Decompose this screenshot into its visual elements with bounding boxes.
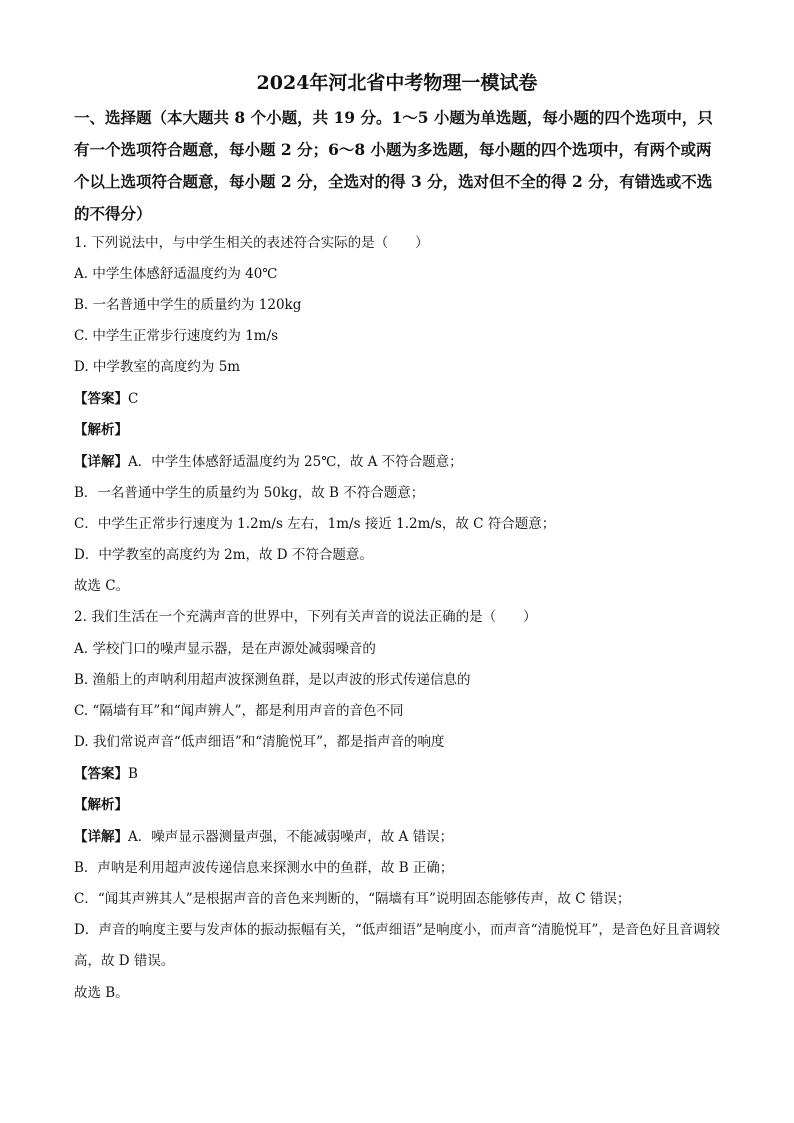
detail-tag: 【详解】 xyxy=(74,829,128,845)
question-2-stem: 2. 我们生活在一个充满声音的世界中，下列有关声音的说法正确的是（ ） xyxy=(74,609,537,625)
question-2-option-b: B. 渔船上的声呐利用超声波探测鱼群，是以声波的形式传递信息的 xyxy=(74,672,471,688)
answer-tag: 【答案】 xyxy=(74,391,128,407)
question-2-detail-b: B．声呐是利用超声波传递信息来探测水中的鱼群，故 B 正确； xyxy=(74,860,454,876)
question-1-analysis-tag: 【解析】 xyxy=(74,422,128,438)
question-2-option-a: A. 学校门口的噪声显示器，是在声源处减弱噪音的 xyxy=(74,641,376,657)
question-1-option-c: C. 中学生正常步行速度约为 1m/s xyxy=(74,328,279,344)
question-1-detail-a xyxy=(74,452,724,472)
question-2-analysis-tag: 【解析】 xyxy=(74,797,128,813)
question-2-conclusion: 故选 B。 xyxy=(74,985,129,1001)
question-1-option-a: A. 中学生体感舒适温度约为 40℃ xyxy=(74,266,278,282)
question-2-answer xyxy=(74,764,724,784)
question-2-option-d: D. 我们常说声音“低声细语”和“清脆悦耳”，都是指声音的响度 xyxy=(74,734,445,750)
answer-value: B xyxy=(128,766,138,782)
question-2-detail-d: D．声音的响度主要与发声体的振动振幅有关，“低声细语”是响度小，而声音“清脆悦耳”，是音色好且音调较高，故 D 错误。 xyxy=(74,922,720,969)
detail-text: A．噪声显示器测量声强，不能减弱噪声，故 A 错误； xyxy=(128,829,454,845)
question-2-option-c: C. “隔墙有耳”和“闻声辨人”，都是利用声音的音色不同 xyxy=(74,703,404,719)
answer-value: C xyxy=(128,391,139,407)
question-1-answer xyxy=(74,389,724,409)
question-1-conclusion: 故选 C。 xyxy=(74,578,130,594)
question-2-detail-c: C．“闻其声辨其人”是根据声音的音色来判断的，“隔墙有耳”说明固态能够传声，故 C 错误； xyxy=(74,891,631,907)
question-1-detail-d: D．中学教室的高度约为 2m，故 D 不符合题意。 xyxy=(74,547,373,563)
question-1-stem: 1. 下列说法中，与中学生相关的表述符合实际的是（ ） xyxy=(74,235,429,251)
section-heading: 一、选择题（本大题共 8 个小题，共 19 分。1～5 小题为单选题，每小题的四个选项中，只有一个选项符合题意，每小题 2 分；6～8 小题为多选题，每小题的四个选项中，有两个或两个以上选项符合题意，每小题 2 分，全选对的得 3 分，选对但不全的得 2 分，有错选或不选的不得分） xyxy=(74,108,713,223)
page-title: 2024年河北省中考物理一模试卷 xyxy=(256,72,538,94)
detail-text: A．中学生体感舒适温度约为 25℃，故 A 不符合题意； xyxy=(128,454,463,470)
question-1-option-b: B. 一名普通中学生的质量约为 120kg xyxy=(74,297,302,313)
question-1-detail-b: B．一名普通中学生的质量约为 50kg，故 B 不符合题意； xyxy=(74,485,425,501)
question-1-option-d: D. 中学教室的高度约为 5m xyxy=(74,359,241,375)
question-2-detail-a xyxy=(74,827,724,847)
answer-tag: 【答案】 xyxy=(74,766,128,782)
question-1-detail-c: C．中学生正常步行速度为 1.2m/s 左右，1m/s 接近 1.2m/s，故 C 符合题意； xyxy=(74,516,556,532)
detail-tag: 【详解】 xyxy=(74,454,128,470)
